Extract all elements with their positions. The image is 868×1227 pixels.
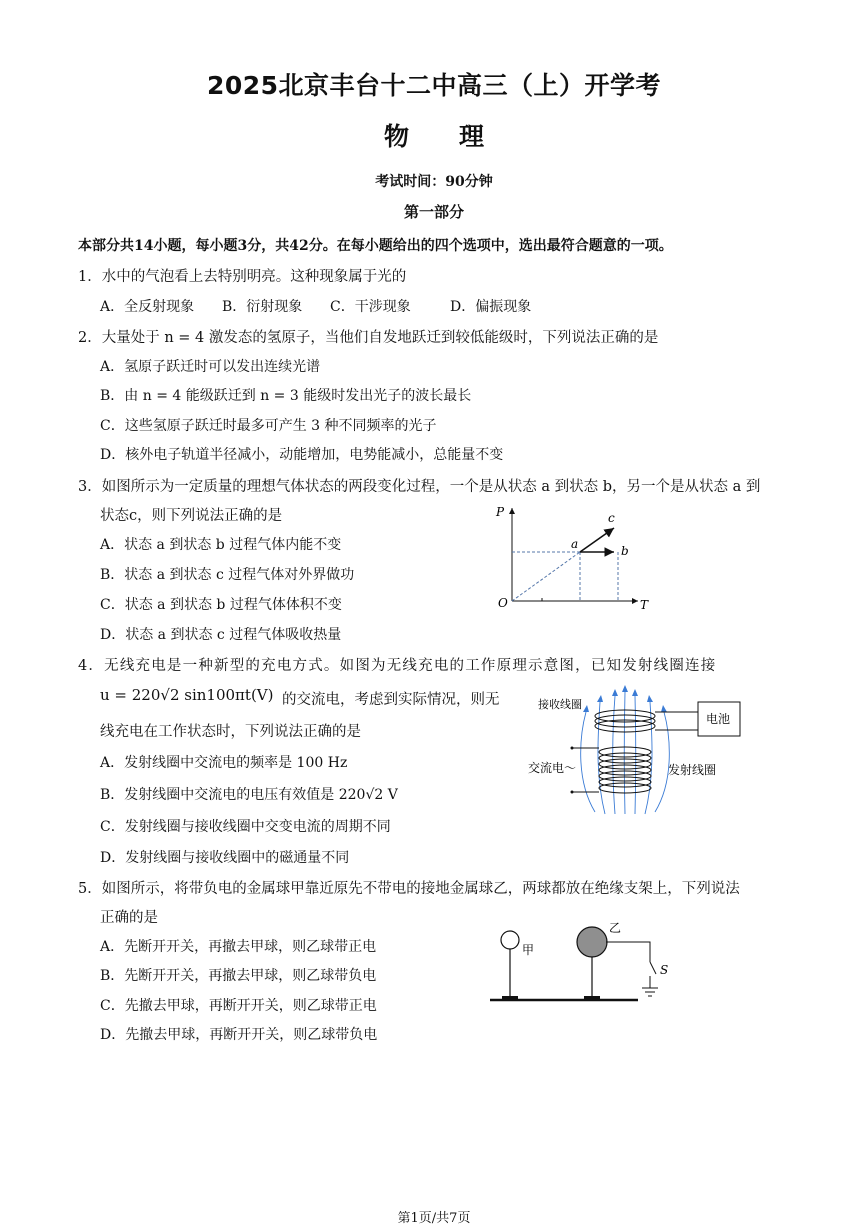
ground-wire [606,942,650,962]
exam-title: 2025北京丰台十二中高三（上）开学考 [206,71,662,100]
label-ball-b: 乙 [609,921,622,935]
q4-stem-line1: 4．无线充电是一种新型的充电方式。如图为无线充电的工作原理示意图，已知发射线圈连接 [78,658,717,674]
q3-option-c: C．状态 a 到状态 b 过程气体体积不变 [100,597,342,613]
transmitter-coil [599,747,651,793]
q5-option-c: C．先撤去甲球，再断开开关，则乙球带正电 [100,998,377,1014]
q3-option-a: A．状态 a 到状态 b 过程气体内能不变 [100,537,342,553]
switch-s [650,962,656,974]
stand-b-base [584,996,600,1000]
q4-charging-diagram [520,684,750,822]
q2-option-c: C．这些氢原子跃迁时最多可产生 3 种不同频率的光子 [100,418,437,434]
q5-option-d: D．先撤去甲球，再断开开关，则乙球带负电 [100,1027,378,1043]
q3-stem-line1: 3．如图所示为一定质量的理想气体状态的两段变化过程，一个是从状态 a 到状态 b，另一个是从状态 a 到 [78,479,761,495]
label-switch: S [660,963,668,977]
q4-stem-line2: 的交流电，考虑到实际情况，则无 [282,692,500,708]
page-number: 第1页/共7页 [397,1211,471,1226]
axis-label-t: T [640,598,649,612]
label-receiver: 接收线圈 [538,698,582,711]
label-transmitter: 发射线圈 [668,763,717,777]
axis-label-p: P [496,505,505,519]
q5-option-a: A．先断开开关，再撤去甲球，则乙球带正电 [100,939,377,955]
subject-char-1: 物 [383,122,409,151]
q1-stem: 1．水中的气泡看上去特别明亮。这种现象属于光的 [78,269,407,285]
q2-option-a: A．氢原子跃迁时可以发出连续光谱 [100,359,321,375]
q3-option-d: D．状态 a 到状态 c 过程气体吸收热量 [100,627,342,643]
q4-option-d: D．发射线圈与接收线圈中的磁通量不同 [100,850,350,866]
q4-stem-line3: 线充电在工作状态时，下列说法正确的是 [100,724,361,740]
point-label-a: a [571,537,579,551]
part-heading: 第一部分 [403,203,464,221]
ball-b [577,927,607,957]
q1-option-b: B．衍射现象 [222,299,303,315]
q1-option-a: A．全反射现象 [100,299,195,315]
q4-option-a: A．发射线圈中交流电的频率是 100 Hz [100,755,348,771]
iso-line [512,552,580,601]
label-ac: 交流电～ [528,761,577,775]
q3-option-b: B．状态 a 到状态 c 过程气体对外界做功 [100,567,355,583]
q5-electroscope-diagram [488,918,668,1010]
subject-title [0,117,868,153]
terminal-2 [571,791,574,794]
terminal-1 [571,747,574,750]
q4-formula: u = 220√2 sin100πt(V) [100,686,274,704]
q4-option-c: C．发射线圈与接收线圈中交变电流的周期不同 [100,819,391,835]
q5-stem-line1: 5．如图所示，将带负电的金属球甲靠近原先不带电的接地金属球乙，两球都放在绝缘支架上，下列说法 [78,881,740,897]
instructions: 本部分共14小题，每小题3分，共42分。在每小题给出的四个选项中，选出最符合题意的一项。 [78,238,673,254]
q2-stem: 2．大量处于 n = 4 激发态的氢原子，当他们自发地跃迁到较低能级时，下列说法正确的是 [78,330,659,346]
origin-label: O [498,596,508,610]
q2-option-b: B．由 n = 4 能级跃迁到 n = 3 能级时发出光子的波长最长 [100,388,472,404]
label-ball-a: 甲 [522,943,535,957]
q3-pt-graph [490,500,660,615]
q2-option-d: D．核外电子轨道半径减小，动能增加，电势能减小，总能量不变 [100,447,504,463]
q3-stem-line2: 状态c，则下列说法正确的是 [100,508,283,524]
q5-option-b: B．先断开开关，再撤去甲球，则乙球带负电 [100,968,377,984]
subject-char-2: 理 [459,122,485,151]
ball-a [501,931,519,949]
point-label-b: b [621,544,629,558]
exam-time: 考试时间：90分钟 [375,174,493,190]
q4-option-b: B．发射线圈中交流电的电压有效值是 220√2 V [100,787,398,803]
process-ac [580,528,614,552]
q1-option-c: C．干涉现象 [330,299,411,315]
q5-stem-line2: 正确的是 [100,910,158,926]
stand-a-base [502,996,518,1000]
point-label-c: c [608,511,615,525]
label-battery: 电池 [706,712,731,726]
q1-option-d: D．偏振现象 [450,299,532,315]
